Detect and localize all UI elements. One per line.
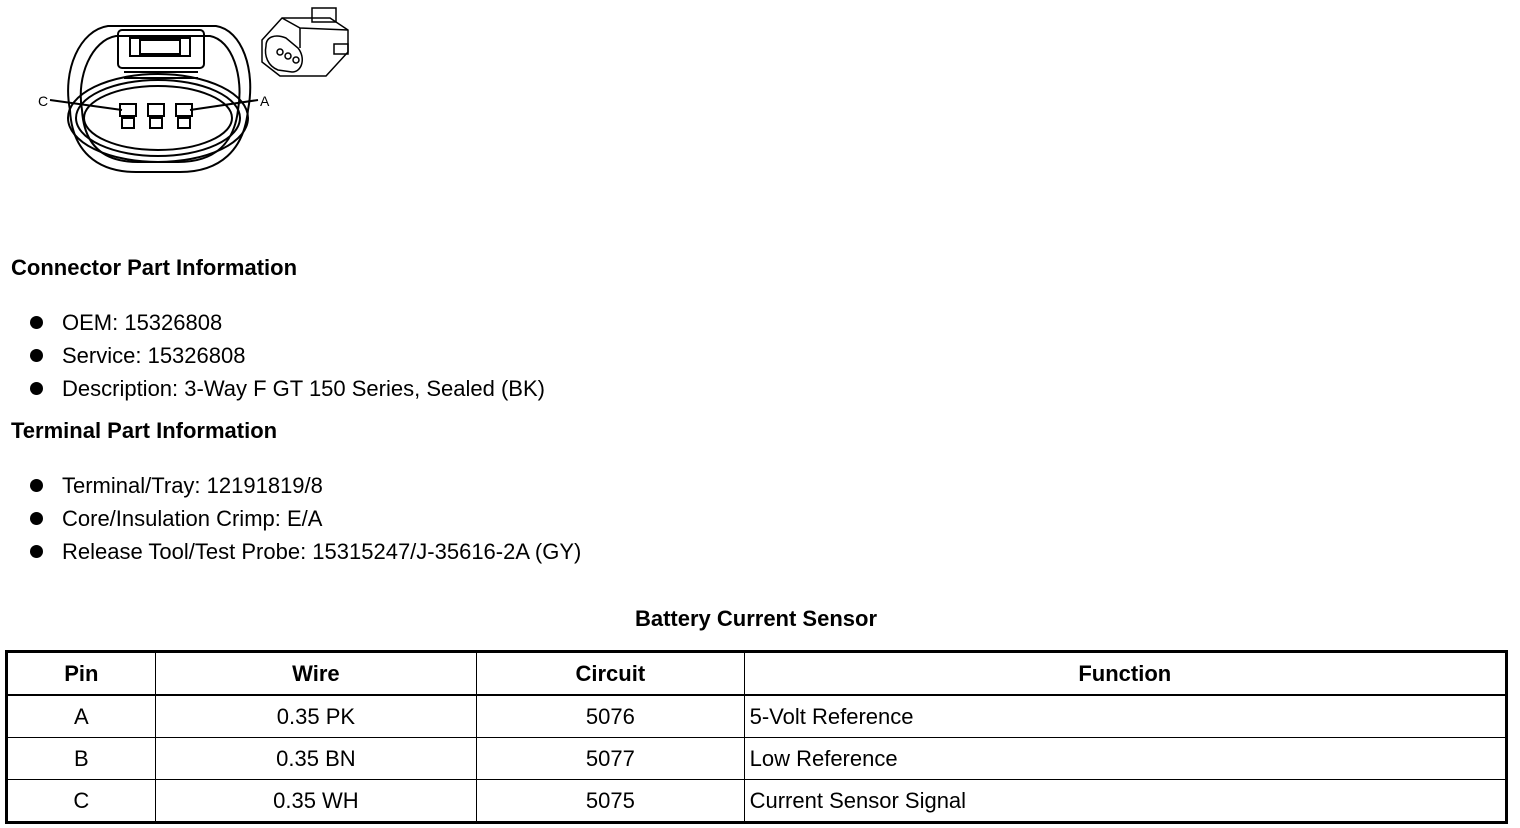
connector-info-heading: Connector Part Information xyxy=(11,255,298,280)
terminal-cavity-c xyxy=(120,104,136,128)
list-item-text: Service: 15326808 xyxy=(62,343,246,368)
connector-isometric-icon xyxy=(262,8,348,76)
table-row xyxy=(7,738,1507,780)
cell-function: Low Reference xyxy=(744,738,1506,780)
table-row xyxy=(7,780,1507,823)
cell-function: Current Sensor Signal xyxy=(744,780,1506,823)
column-header-function: Function xyxy=(744,652,1506,696)
cell-pin: C xyxy=(7,780,156,823)
list-item-text: Core/Insulation Crimp: E/A xyxy=(62,506,323,531)
table-header-row xyxy=(7,652,1507,696)
list-item-text: Terminal/Tray: 12191819/8 xyxy=(62,473,323,498)
list-item xyxy=(28,505,581,538)
list-item-text: OEM: 15326808 xyxy=(62,310,223,335)
list-item-text: Description: 3-Way F GT 150 Series, Sealed (BK) xyxy=(62,376,545,401)
bullet-icon xyxy=(30,545,43,558)
column-header-circuit: Circuit xyxy=(477,652,745,696)
pinout-table xyxy=(5,650,1508,824)
cell-pin: A xyxy=(7,695,156,738)
terminal-cavity-b xyxy=(148,104,164,128)
cell-circuit: 5076 xyxy=(477,695,745,738)
cell-wire: 0.35 WH xyxy=(155,780,476,823)
cell-function: 5-Volt Reference xyxy=(744,695,1506,738)
list-item xyxy=(28,472,581,505)
bullet-icon xyxy=(30,349,43,362)
terminal-info-heading: Terminal Part Information xyxy=(11,418,278,443)
list-item xyxy=(28,342,545,375)
pin-label-c: C xyxy=(38,93,49,109)
terminal-info-list xyxy=(28,472,581,571)
list-item xyxy=(28,538,581,571)
cell-pin: B xyxy=(7,738,156,780)
cell-circuit: 5075 xyxy=(477,780,745,823)
table-title: Battery Current Sensor xyxy=(634,606,878,631)
column-header-wire: Wire xyxy=(155,652,476,696)
terminal-cavity-a xyxy=(176,104,192,128)
bullet-icon xyxy=(30,316,43,329)
list-item-text: Release Tool/Test Probe: 15315247/J-35616-2A (GY) xyxy=(62,539,582,564)
list-item xyxy=(28,309,545,342)
cell-wire: 0.35 BN xyxy=(155,738,476,780)
bullet-icon xyxy=(30,382,43,395)
column-header-pin: Pin xyxy=(7,652,156,696)
pin-label-a: A xyxy=(260,93,270,109)
table-row xyxy=(7,695,1507,738)
cell-wire: 0.35 PK xyxy=(155,695,476,738)
connector-diagram xyxy=(30,0,370,185)
bullet-icon xyxy=(30,512,43,525)
cell-circuit: 5077 xyxy=(477,738,745,780)
bullet-icon xyxy=(30,479,43,492)
list-item xyxy=(28,375,545,408)
connector-info-list xyxy=(28,309,545,408)
